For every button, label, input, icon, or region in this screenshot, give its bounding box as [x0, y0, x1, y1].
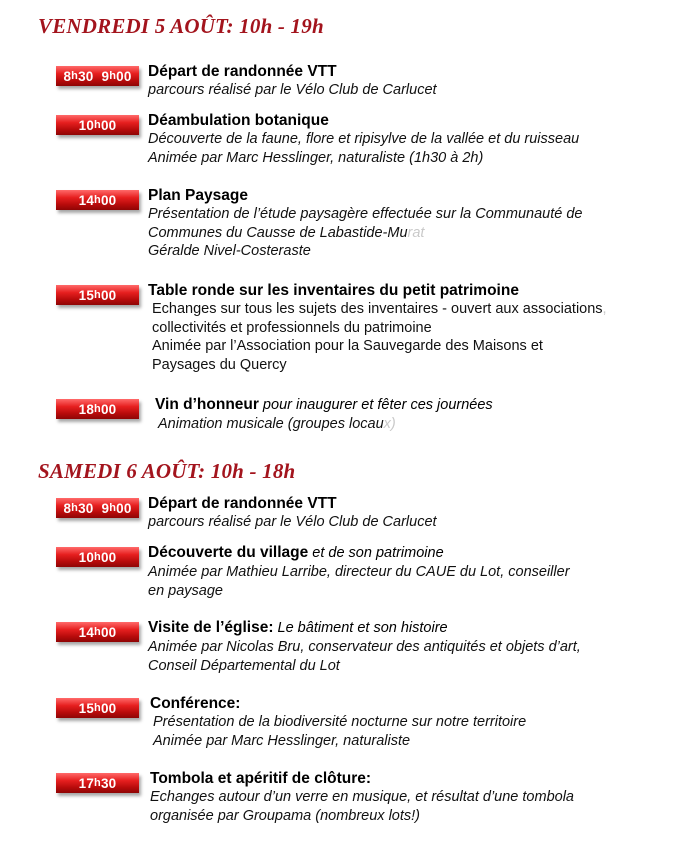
event-title: Table ronde sur les inventaires du petit patrimoine — [148, 282, 519, 299]
event-title: Départ de randonnée VTT — [148, 495, 337, 512]
event-line: organisée par Groupama (nombreux lots!) — [150, 807, 420, 824]
event-line: Animation musicale (groupes locaux) — [158, 416, 396, 432]
event-title: Départ de randonnée VTT — [148, 63, 337, 80]
time-badge: 15 h 00 — [56, 285, 139, 305]
event-line: Animée par l’Association pour la Sauvegarde des Maisons et — [152, 338, 543, 354]
event-line: Présentation de l’étude paysagère effectuée sur la Communauté de — [148, 206, 583, 222]
event-title: Visite de l’église: Le bâtiment et son histoire — [148, 619, 448, 636]
event-content — [155, 395, 655, 434]
event-line: Animée par Mathieu Larribe, directeur du CAUE du Lot, conseiller — [148, 564, 570, 580]
event-title: Conférence: — [150, 695, 241, 712]
event-line: en paysage — [148, 582, 223, 599]
event-line: Animée par Marc Hesslinger, naturaliste (1h30 à 2h) — [148, 149, 484, 166]
event-line: Echanges autour d’un verre en musique, et résultat d’une tombola — [150, 789, 574, 805]
event-title: Tombola et apéritif de clôture: — [150, 770, 372, 787]
event-title: Déambulation botanique — [148, 112, 329, 129]
event-content — [148, 618, 648, 675]
event-content — [150, 769, 650, 825]
event-title: Découverte du village et de son patrimoine — [148, 544, 444, 561]
event-line: Communes du Causse de Labastide-Murat — [148, 224, 425, 241]
event-line: Présentation de la biodiversité nocturne sur notre territoire — [153, 714, 527, 730]
day-title-vendredi: VENDREDI 5 AOÛT: 10h - 19h — [38, 14, 324, 38]
event-content — [148, 62, 648, 100]
event-line: parcours réalisé par le Vélo Club de Carlucet — [148, 82, 437, 98]
event-line: Géralde Nivel-Costeraste — [148, 243, 311, 259]
event-content — [150, 694, 650, 750]
event-content — [148, 186, 648, 261]
time-badge: 10 h 00 — [56, 547, 139, 567]
event-line: collectivités et professionnels du patrimoine — [152, 319, 432, 336]
event-line: Echanges sur tous les sujets des inventaires - ouvert aux associations, — [152, 301, 607, 317]
event-line: Découverte de la faune, flore et ripisylve de la vallée et du ruisseau — [148, 131, 580, 147]
time-badge: 18 h 00 — [56, 399, 139, 419]
time-badge: 10 h 00 — [56, 115, 139, 135]
day-title-samedi: SAMEDI 6 AOÛT: 10h - 18h — [38, 459, 296, 483]
time-badge: 8 h 30 9 h 00 — [56, 498, 139, 518]
time-badge: 15 h 00 — [56, 698, 139, 718]
event-line: parcours réalisé par le Vélo Club de Carlucet — [148, 514, 437, 530]
event-content — [148, 111, 648, 167]
event-line: Animée par Marc Hesslinger, naturaliste — [153, 732, 411, 749]
time-badge: 8 h 30 9 h 00 — [56, 66, 139, 86]
time-badge: 14 h 00 — [56, 622, 139, 642]
event-content — [148, 281, 648, 374]
event-line: Animée par Nicolas Bru, conservateur des antiquités et objets d’art, — [148, 639, 581, 655]
time-badge: 17 h 30 — [56, 773, 139, 793]
event-title: Vin d’honneur pour inaugurer et fêter ces journées — [155, 396, 493, 413]
event-line: Paysages du Quercy — [152, 356, 287, 373]
event-content — [148, 494, 648, 532]
event-content — [148, 543, 648, 600]
time-badge: 14 h 00 — [56, 190, 139, 210]
event-title: Plan Paysage — [148, 187, 248, 204]
event-line: Conseil Départemental du Lot — [148, 657, 340, 674]
